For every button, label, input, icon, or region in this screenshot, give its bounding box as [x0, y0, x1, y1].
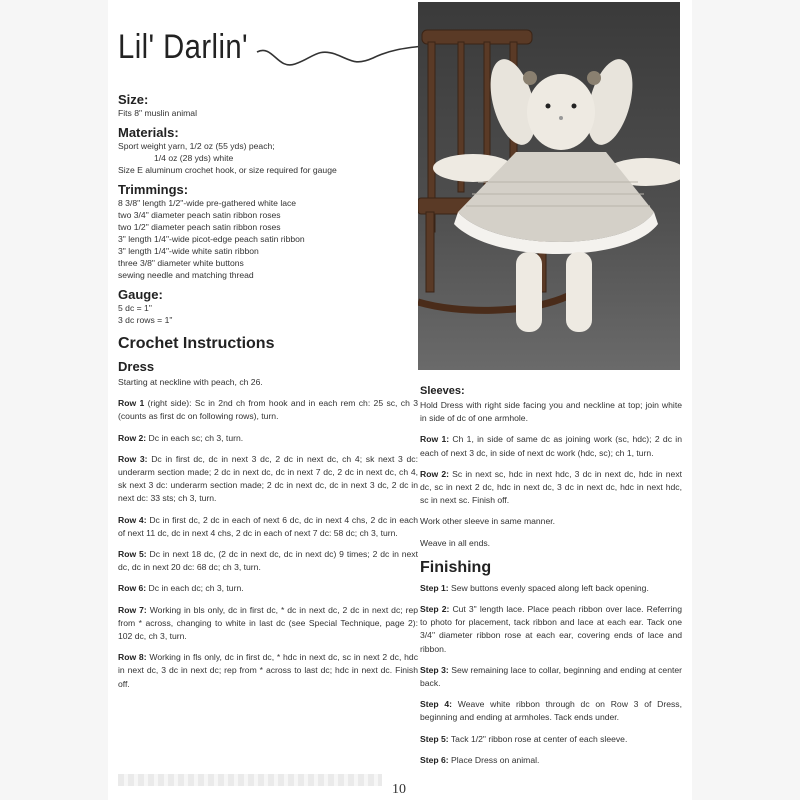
sleeves-row: Row 1: Ch 1, in side of same dc as joining work (sc, hdc); 2 dc in each of next 3 dc, in side of next dc work (hdc, sc); ch 1, turn. [420, 434, 682, 458]
trimmings-line: two 1/2" diameter peach satin ribbon roses [118, 222, 281, 232]
crochet-instructions-heading: Crochet Instructions [118, 335, 275, 352]
dress-row: Row 2: Dc in each sc; ch 3, turn. [118, 432, 244, 443]
right-margin [692, 0, 800, 800]
title-squiggle-decoration [255, 40, 425, 80]
trimmings-line: two 3/4" diameter peach satin ribbon roses [118, 210, 281, 220]
finishing-step: Step 6: Place Dress on animal. [420, 754, 540, 765]
dress-intro: Starting at neckline with peach, ch 26. [118, 377, 263, 387]
finishing-step: Step 2: Cut 3" length lace. Place peach ribbon over lace. Referring to photo for placement, tack ribbon and lace at each ear. Tack one 3/4" diameter ribbon rose at each ear, covering ends of lace and ribbon. [420, 604, 682, 654]
right-column [420, 384, 682, 775]
finishing-step: Step 5: Tack 1/2" ribbon rose at center of each sleeve. [420, 733, 628, 744]
trimmings-line: three 3/8" diameter white buttons [118, 258, 244, 268]
materials-line: 1/4 oz (28 yds) white [154, 153, 234, 163]
materials-heading: Materials: [118, 125, 179, 140]
trimmings-line: sewing needle and matching thread [118, 270, 254, 280]
page-number: 10 [392, 782, 406, 797]
materials-line: Sport weight yarn, 1/2 oz (55 yds) peach; [118, 141, 275, 151]
materials-line: Size E aluminum crochet hook, or size required for gauge [118, 165, 337, 175]
sleeves-heading: Sleeves: [420, 385, 465, 397]
size-heading: Size: [118, 92, 149, 107]
trimmings-heading: Trimmings: [118, 182, 189, 197]
doll-photo-illustration [418, 2, 680, 370]
bottom-scan-strip [118, 774, 382, 786]
sleeves-row: Row 2: Sc in next sc, hdc in next hdc, 3 dc in next dc, hdc in next dc, sc in next 2 dc, hdc in next dc, 3 dc in next dc, hdc in next hdc, sc in next sc. Finish off. [420, 468, 683, 506]
sleeves-intro: Hold Dress with right side facing you and neckline at top; join white in side of dc of one armhole. [420, 400, 682, 424]
dress-row: Row 4: Dc in first dc, 2 dc in each of next 6 dc, dc in next 4 chs, 2 dc in each of next 11 dc, dc in next 4 chs, 2 dc in each of next 7 dc: 58 dc; ch 3, turn. [118, 514, 418, 538]
size-text: Fits 8" muslin animal [118, 108, 197, 118]
finishing-step: Step 3: Sew remaining lace to collar, beginning and ending at center back. [420, 664, 682, 689]
finishing-step: Step 4: Weave white ribbon through dc on Row 3 of Dress, beginning and ending at armholes. Tack ends under. [420, 699, 682, 723]
dress-heading: Dress [118, 359, 155, 374]
trimmings-line: 3" length 1/4"-wide picot-edge peach satin ribbon [118, 234, 305, 244]
dress-row: Row 6: Dc in each dc; ch 3, turn. [118, 583, 244, 594]
dress-row: Row 1 (right side): Sc in 2nd ch from hook and in each rem ch: 25 sc, ch 3 (counts as first dc on following rows), turn. [118, 398, 418, 422]
dress-row: Row 3: Dc in first dc, dc in next 3 dc, 2 dc in next dc, ch 4; sk next 3 dc: underarm section made; 2 dc in next dc, dc in next 7 dc, 2 dc in next dc, ch 4, sk next 3 dc: underarm section made; 2 dc in next dc, dc in next 3 dc, 2 dc in next dc: 33 sts; ch 3, turn. [118, 453, 418, 504]
trimmings-line: 8 3/8" length 1/2"-wide pre-gathered white lace [118, 198, 297, 208]
trimmings-line: 3" length 1/4"-wide white satin ribbon [118, 246, 259, 256]
sleeves-after: Work other sleeve in same manner. [420, 516, 556, 527]
left-margin [0, 0, 108, 800]
finishing-step: Step 1: Sew buttons evenly spaced along left back opening. [420, 582, 649, 593]
dress-row: Row 7: Working in bls only, dc in first dc, * dc in next dc, 2 dc in next dc; rep from * across, changing to white in last dc (see Special Technique, page 2): 102 dc, ch 3, turn. [118, 604, 419, 642]
gauge-heading: Gauge: [118, 287, 163, 302]
finishing-heading: Finishing [420, 558, 492, 576]
sleeves-after: Weave in all ends. [420, 537, 491, 548]
pattern-title: Lil' Darlin' [118, 28, 249, 66]
doll-photo [418, 2, 680, 370]
gauge-line: 5 dc = 1" [118, 303, 152, 313]
dress-row: Row 5: Dc in next 18 dc, (2 dc in next dc, dc in next dc) 9 times; 2 dc in next dc, dc in next 20 dc: 68 dc; ch 3, turn. [118, 549, 418, 573]
left-column [118, 92, 418, 699]
dress-row: Row 8: Working in fls only, dc in first dc, * hdc in next dc, sc in next 2 dc, hdc in next dc, 3 dc in next dc; rep from * across to last dc; hdc in next dc. Finish off. [118, 652, 418, 689]
gauge-line: 3 dc rows = 1" [118, 315, 173, 325]
